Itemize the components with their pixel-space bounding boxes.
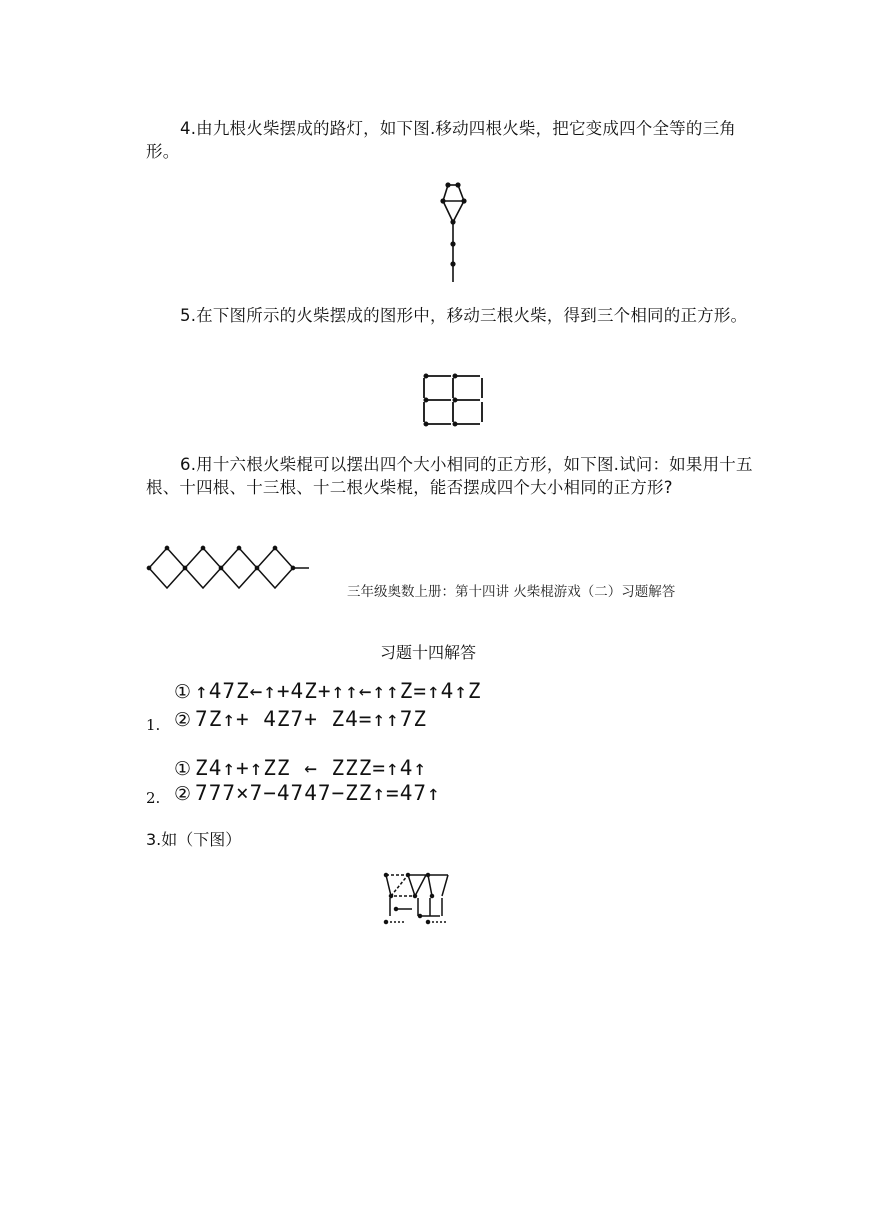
circled-1-marker: ① (174, 681, 193, 703)
answer-2-equation-1: Z4↑+↑ZZ ← ZZZ=↑4↑ (195, 756, 427, 780)
answer-2-equation-2: 777×7−4747−ZZ↑=47↑ (195, 781, 441, 805)
answer-1-line-2 (174, 707, 427, 731)
answer-1-line-1 (174, 679, 482, 703)
answer-3-text: 3.如（下图） (146, 830, 242, 849)
circled-2-marker: ② (174, 783, 193, 805)
answer-2-line-2 (174, 781, 441, 805)
answer-1-equation-1: ↑47Z←↑+4Z+↑↑←↑↑Z=↑4↑Z (195, 679, 482, 703)
problem-5-text: 5.在下图所示的火柴摆成的图形中，移动三根火柴，得到三个相同的正方形。 (180, 306, 748, 325)
answer-2-number: 2. (146, 789, 161, 807)
circled-2-marker: ② (174, 709, 193, 731)
page-caption: 三年级奥数上册：第十四讲 火柴棍游戏（二）习题解答 (347, 584, 676, 600)
circled-1-marker: ① (174, 758, 193, 780)
diamond-squares-matchstick-figure (145, 544, 313, 594)
answers-title: 习题十四解答 (380, 643, 477, 662)
problem-4-text: 4.由九根火柴摆成的路灯，如下图.移动四根火柴，把它变成四个全等的三角形。 (146, 119, 736, 161)
problem-6-text: 6.用十六根火柴棍可以摆出四个大小相同的正方形，如下图.试问：如果用十五根、十四根、十三根、十二根火柴棍，能否摆成四个大小相同的正方形? (146, 455, 753, 497)
answer-1-equation-2: 7Z↑+ 4Z7+ Z4=↑↑7Z (195, 707, 427, 731)
streetlamp-matchstick-figure (438, 182, 472, 284)
four-squares-matchstick-figure (421, 373, 485, 429)
answer-1-number: 1. (146, 716, 161, 734)
answer-2-line-1 (174, 756, 427, 780)
answer-3-matchstick-figure (382, 872, 454, 926)
